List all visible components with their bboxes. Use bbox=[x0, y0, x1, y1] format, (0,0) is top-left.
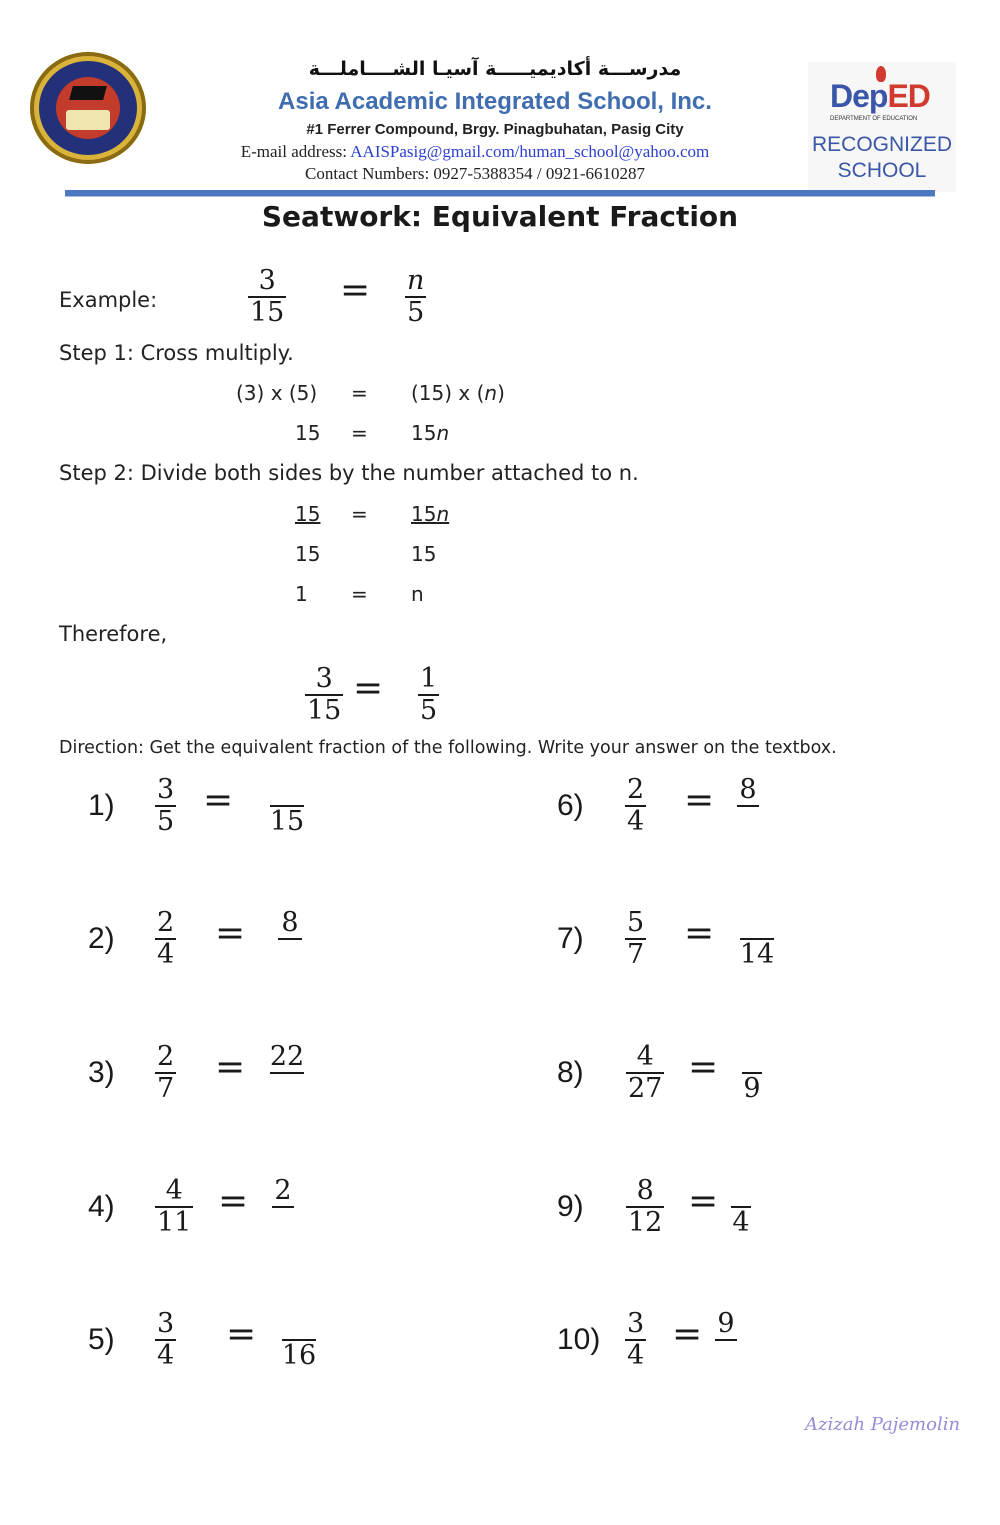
result-left-fraction bbox=[305, 664, 343, 726]
recognized-school-text bbox=[808, 132, 956, 184]
fraction-bar bbox=[272, 1206, 294, 1208]
step2-row3-left: 1 bbox=[295, 582, 308, 606]
fraction-denominator: 5 bbox=[157, 806, 175, 837]
deped-logo-ed: ED bbox=[887, 78, 930, 114]
answer-numerator[interactable]: 8 bbox=[739, 774, 757, 805]
item-label: 9) bbox=[557, 1190, 584, 1223]
answer-numerator[interactable]: 2 bbox=[274, 1175, 292, 1206]
item-fraction bbox=[155, 1309, 176, 1371]
fraction-bar bbox=[270, 1072, 304, 1074]
fraction-bar bbox=[278, 938, 302, 940]
fraction-denominator: 7 bbox=[157, 1073, 175, 1104]
fraction-numerator: 2 bbox=[627, 774, 645, 805]
step-2-text: Step 2: Divide both sides by the number attached to n. bbox=[59, 461, 639, 485]
step-1-text: Step 1: Cross multiply. bbox=[59, 341, 294, 365]
school-address: #1 Ferrer Compound, Brgy. Pinagbuhatan, Pasig City bbox=[306, 121, 684, 138]
answer-box[interactable] bbox=[270, 775, 304, 837]
answer-box[interactable] bbox=[742, 1042, 762, 1104]
example-equals: = bbox=[340, 270, 371, 311]
item-equals: = bbox=[218, 1181, 249, 1222]
fraction-numerator: 4 bbox=[636, 1041, 654, 1072]
therefore-text: Therefore, bbox=[59, 622, 168, 646]
fraction-numerator: n bbox=[407, 265, 425, 296]
answer-box[interactable] bbox=[731, 1176, 751, 1238]
fraction-bar bbox=[737, 805, 759, 807]
step1-row1-right-b: ) bbox=[497, 381, 505, 405]
recognized-line-2: SCHOOL bbox=[837, 159, 927, 182]
item-label: 4) bbox=[88, 1190, 115, 1223]
fraction-denominator: 15 bbox=[307, 695, 342, 726]
item-fraction bbox=[155, 1176, 193, 1238]
answer-denominator[interactable]: 9 bbox=[743, 1073, 761, 1104]
answer-numerator[interactable]: 22 bbox=[269, 1041, 305, 1072]
deped-logo bbox=[830, 78, 930, 115]
fraction-numerator: 1 bbox=[420, 663, 438, 694]
step2-row3-equals: = bbox=[351, 582, 368, 606]
step1-row1-right bbox=[411, 381, 505, 405]
step1-row1-equals: = bbox=[351, 381, 368, 405]
answer-numerator[interactable]: 9 bbox=[717, 1308, 735, 1339]
step1-row2-equals: = bbox=[351, 421, 368, 445]
answer-numerator[interactable]: 8 bbox=[281, 907, 299, 938]
deped-badge bbox=[808, 62, 956, 192]
item-fraction bbox=[626, 1042, 664, 1104]
item-label: 10) bbox=[557, 1323, 601, 1356]
item-equals: = bbox=[688, 1047, 719, 1088]
email-row bbox=[150, 142, 800, 162]
answer-box[interactable] bbox=[740, 908, 774, 970]
recognized-line-1: RECOGNIZED bbox=[811, 133, 952, 156]
fraction-denominator: 7 bbox=[627, 939, 645, 970]
item-label: 3) bbox=[88, 1056, 115, 1089]
result-equals: = bbox=[353, 668, 384, 709]
fraction-numerator: 2 bbox=[157, 907, 175, 938]
item-equals: = bbox=[215, 913, 246, 954]
fraction-denominator: 11 bbox=[157, 1207, 192, 1238]
fraction-denominator: 5 bbox=[407, 297, 425, 328]
item-label: 5) bbox=[88, 1323, 115, 1356]
answer-box[interactable] bbox=[278, 908, 302, 970]
item-fraction bbox=[155, 775, 176, 837]
answer-box[interactable] bbox=[270, 1042, 304, 1104]
deped-subtitle: DEPARTMENT OF EDUCATION bbox=[830, 116, 918, 122]
fraction-denominator: 4 bbox=[627, 806, 645, 837]
item-label: 6) bbox=[557, 789, 584, 822]
book-icon bbox=[66, 110, 110, 130]
item-equals: = bbox=[688, 1181, 719, 1222]
step2-row2-right: 15 bbox=[411, 542, 437, 566]
fraction-numerator: 8 bbox=[636, 1175, 654, 1206]
fraction-denominator: 15 bbox=[250, 297, 285, 328]
answer-denominator[interactable]: 14 bbox=[739, 939, 775, 970]
fraction-numerator: 5 bbox=[627, 907, 645, 938]
item-fraction bbox=[625, 1309, 646, 1371]
item-equals: = bbox=[203, 780, 234, 821]
contact-numbers: Contact Numbers: 0927-5388354 / 0921-6610287 bbox=[305, 164, 645, 183]
step1-row2-var: n bbox=[436, 421, 450, 445]
answer-box[interactable] bbox=[737, 775, 759, 837]
fraction-numerator: 4 bbox=[165, 1175, 183, 1206]
arabic-school-name: مدرســـة أكاديميـــــة آسيـا الشــــاملـــة bbox=[308, 58, 682, 80]
item-fraction bbox=[155, 908, 176, 970]
author-signature: Azizah Pajemolin bbox=[805, 1414, 961, 1435]
step2-row1-left: 15 bbox=[295, 502, 321, 526]
fraction-denominator: 4 bbox=[627, 1340, 645, 1371]
step2-row1-right bbox=[411, 502, 449, 526]
fraction-bar bbox=[715, 1339, 737, 1341]
example-right-fraction bbox=[405, 266, 426, 328]
item-fraction bbox=[155, 1042, 176, 1104]
item-fraction bbox=[626, 1176, 664, 1238]
fraction-numerator: 3 bbox=[315, 663, 333, 694]
page-title: Seatwork: Equivalent Fraction bbox=[261, 200, 739, 233]
step1-row1-right-a: (15) x ( bbox=[411, 381, 485, 405]
item-label: 8) bbox=[557, 1056, 584, 1089]
deped-logo-dep: Dep bbox=[830, 78, 888, 114]
school-name: Asia Academic Integrated School, Inc. bbox=[278, 88, 712, 115]
item-equals: = bbox=[226, 1314, 257, 1355]
item-equals: = bbox=[684, 780, 715, 821]
header-divider bbox=[65, 190, 935, 197]
step1-row1-left: (3) x (5) bbox=[236, 381, 318, 405]
fraction-denominator: 12 bbox=[628, 1207, 663, 1238]
step2-row2-left: 15 bbox=[295, 542, 321, 566]
step1-row2-right bbox=[411, 421, 449, 445]
item-label: 7) bbox=[557, 922, 584, 955]
step2-row1-equals: = bbox=[351, 502, 368, 526]
email-label: E-mail address: bbox=[240, 142, 347, 161]
fraction-numerator: 3 bbox=[157, 774, 175, 805]
item-equals: = bbox=[684, 913, 715, 954]
answer-box[interactable] bbox=[282, 1309, 316, 1371]
answer-box[interactable] bbox=[272, 1176, 294, 1238]
example-left-fraction bbox=[248, 266, 286, 328]
item-equals: = bbox=[215, 1047, 246, 1088]
step2-row1-right-a: 15 bbox=[411, 502, 437, 526]
answer-denominator[interactable]: 16 bbox=[281, 1340, 317, 1371]
result-right-fraction bbox=[418, 664, 439, 726]
item-equals: = bbox=[672, 1314, 703, 1355]
fraction-numerator: 3 bbox=[157, 1308, 175, 1339]
email-value[interactable]: AAISPasig@gmail.com/human_school@yahoo.com bbox=[350, 142, 710, 161]
step2-row1-var: n bbox=[436, 502, 450, 526]
fraction-numerator: 2 bbox=[157, 1041, 175, 1072]
direction-text: Direction: Get the equivalent fraction of the following. Write your answer on the textbox. bbox=[59, 738, 837, 758]
step1-row2-right-a: 15 bbox=[411, 421, 437, 445]
fraction-denominator: 27 bbox=[628, 1073, 663, 1104]
fraction-numerator: 3 bbox=[258, 265, 276, 296]
answer-denominator[interactable]: 15 bbox=[269, 806, 305, 837]
item-fraction bbox=[625, 775, 646, 837]
item-label: 2) bbox=[88, 922, 115, 955]
graduation-cap-icon bbox=[69, 86, 107, 100]
answer-denominator[interactable]: 4 bbox=[732, 1207, 750, 1238]
fraction-numerator: 3 bbox=[627, 1308, 645, 1339]
fraction-denominator: 5 bbox=[420, 695, 438, 726]
item-label: 1) bbox=[88, 789, 115, 822]
fraction-denominator: 4 bbox=[157, 1340, 175, 1371]
step2-row3-right: n bbox=[411, 582, 424, 606]
fraction-denominator: 4 bbox=[157, 939, 175, 970]
item-fraction bbox=[625, 908, 646, 970]
step1-row1-var: n bbox=[484, 381, 498, 405]
school-seal-logo bbox=[30, 52, 146, 164]
example-label: Example: bbox=[59, 288, 158, 312]
step1-row2-left: 15 bbox=[295, 421, 321, 445]
answer-box[interactable] bbox=[715, 1309, 737, 1371]
